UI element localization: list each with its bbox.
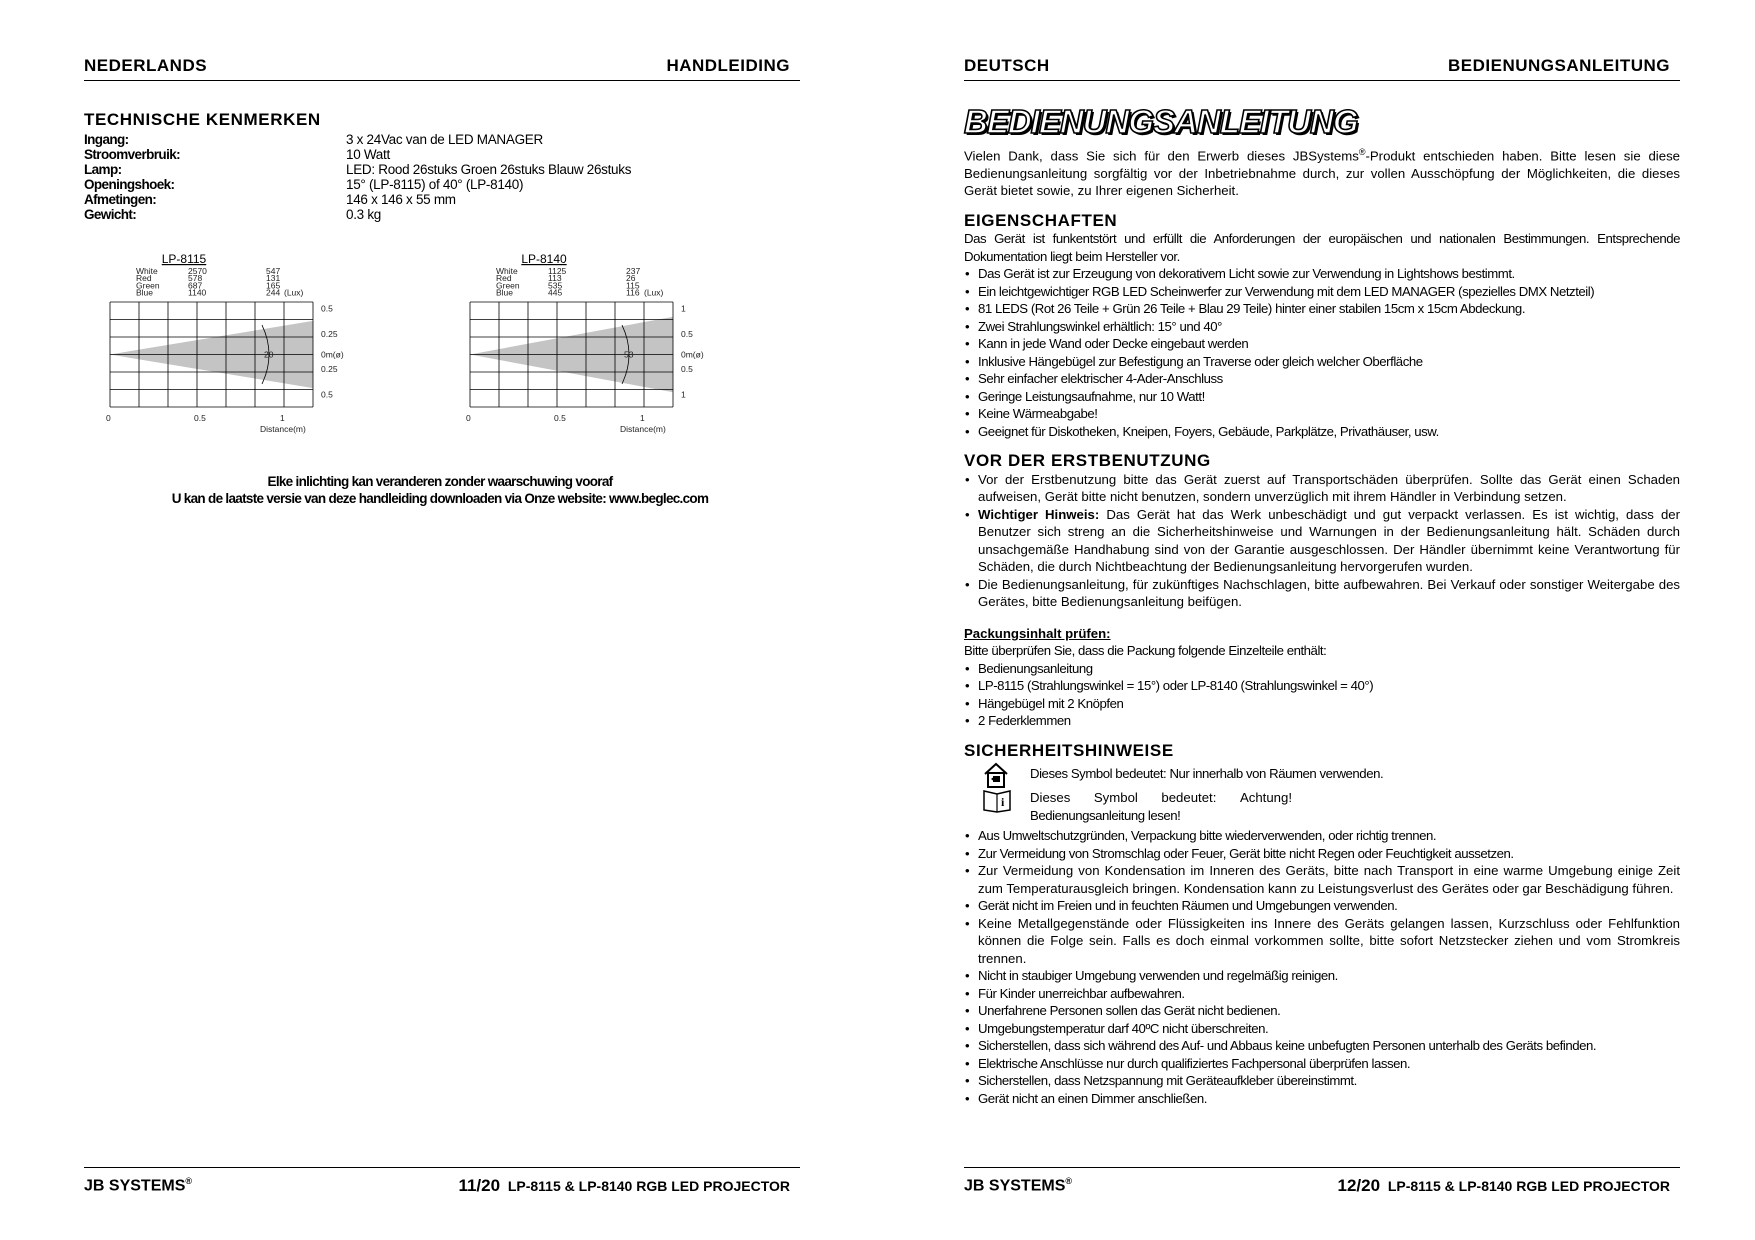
page-number: 11/20 bbox=[458, 1176, 501, 1195]
header-language: DEUTSCH bbox=[964, 56, 1050, 75]
symbol-row-indoor bbox=[964, 765, 1680, 789]
product-name: LP-8115 & LP-8140 RGB LED PROJECTOR bbox=[1387, 1178, 1670, 1194]
word: Dieses bbox=[1030, 790, 1071, 806]
list-item: • Zwei Strahlungswinkel erhältlich: 15° und 40° bbox=[964, 318, 1680, 336]
symbol-manual-line1 bbox=[1030, 789, 1292, 807]
chart-title: LP-8115 bbox=[161, 252, 207, 266]
indoor-use-icon bbox=[982, 761, 1010, 789]
beam-angle-label: 20 bbox=[264, 349, 274, 360]
page-number: 12/20 bbox=[1337, 1176, 1381, 1195]
lux-value-near: 687 bbox=[188, 280, 203, 291]
list-item: • Keine Metallgegenstände oder Flüssigkeiten ins Innere des Geräts gelangen lassen, Kurzschluss oder Fehlfunktion können die Folge sein. Falls es doch einmal vorkommen sollte, bitte sofort Netzstecker ziehen und vom Stromkreis trennen. bbox=[964, 915, 1680, 968]
list-item: • Keine Wärmeabgabe! bbox=[964, 405, 1680, 423]
beam-chart-lp8140 bbox=[444, 250, 704, 450]
list-item: • Sicherstellen, dass Netzspannung mit Geräteaufkleber übereinstimmt. bbox=[964, 1072, 1680, 1090]
spec-row bbox=[84, 192, 631, 207]
section-heading: SICHERHEITSHINWEISE bbox=[964, 740, 1174, 760]
section-heading: EIGENSCHAFTEN bbox=[964, 210, 1118, 230]
list-item: • Für Kinder unerreichbar aufbewahren. bbox=[964, 985, 1680, 1003]
lux-value-far: 26 bbox=[626, 273, 636, 284]
x-tick-label: 0.5 bbox=[194, 413, 206, 423]
lux-row-label: Green bbox=[136, 280, 160, 291]
lux-value-far: 547 bbox=[266, 266, 281, 276]
spec-value: 3 x 24Vac van de LED MANAGER bbox=[346, 132, 543, 147]
header-title: BEDIENUNGSANLEITUNG bbox=[1447, 56, 1670, 75]
right-header bbox=[964, 54, 1680, 81]
technical-specs bbox=[84, 110, 784, 222]
list-item bbox=[964, 506, 1680, 576]
lux-row-label: White bbox=[136, 266, 158, 276]
lux-row-label: Red bbox=[496, 273, 512, 284]
list-item: • Bedienungsanleitung bbox=[964, 660, 1680, 678]
spec-label: Lamp: bbox=[84, 162, 122, 177]
x-axis-label: Distance(m) bbox=[260, 424, 306, 434]
lux-value-near: 445 bbox=[548, 287, 563, 298]
erstbenutzung-list bbox=[964, 471, 1680, 611]
footer-product bbox=[458, 1176, 790, 1196]
lux-value-near: 578 bbox=[188, 273, 203, 284]
spec-value: LED: Rood 26stuks Groen 26stuks Blauw 26stuks bbox=[346, 162, 632, 177]
x-tick-label: 0.5 bbox=[554, 413, 566, 423]
read-manual-icon bbox=[982, 787, 1012, 813]
list-item: • Geeignet für Diskotheken, Kneipen, Foyers, Gebäude, Parkplätze, Privathäuser, usw. bbox=[964, 423, 1680, 441]
x-axis-label: Distance(m) bbox=[620, 424, 666, 434]
footer-brand bbox=[964, 1176, 1072, 1195]
list-item: • Nicht in staubiger Umgebung verwenden und regelmäßig reinigen. bbox=[964, 967, 1680, 985]
packung-heading: Packungsinhalt prüfen: bbox=[964, 625, 1111, 641]
spec-row bbox=[84, 162, 631, 177]
beam-chart-svg bbox=[84, 250, 344, 450]
eigenschaften-list bbox=[964, 265, 1680, 440]
intro-paragraph bbox=[964, 144, 1680, 200]
lux-value-far: 116 bbox=[626, 287, 640, 298]
list-item: • Zur Vermeidung von Stromschlag oder Feuer, Gerät bitte nicht Regen oder Feuchtigkeit aussetzen. bbox=[964, 845, 1680, 863]
word: Symbol bbox=[1093, 790, 1138, 806]
specs-table bbox=[84, 132, 631, 222]
packung-intro: Bitte überprüfen Sie, dass die Packung folgende Einzelteile enthält: bbox=[964, 643, 1327, 659]
intro-text: -Produkt entschieden haben. Bitte lesen sie diese Bedienungsanleitung sorgfältig vor der Inbetriebnahme durch, zur vollen Ausschöpfung der Möglichkeiten, die dieses Gerät bietet sowie, zu Ihrer eigenen Sicherheit. bbox=[964, 148, 1680, 199]
list-item: • LP-8115 (Strahlungswinkel = 15°) oder LP-8140 (Strahlungswinkel = 40°) bbox=[964, 677, 1680, 695]
left-footer bbox=[84, 1167, 800, 1198]
lux-value-near: 2570 bbox=[188, 266, 207, 276]
brand-text: JB SYSTEMS bbox=[964, 1177, 1066, 1195]
list-item: • Umgebungstemperatur darf 40ºC nicht überschreiten. bbox=[964, 1020, 1680, 1038]
lux-value-near: 113 bbox=[548, 273, 562, 284]
list-item: • Vor der Erstbenutzung bitte das Gerät zuerst auf Transportschäden überprüfen. Sollte das Gerät einen Schaden aufweisen, Gerät bitte nicht benutzen, sondern unverzüglich mit ihrem Händler in Verbindung setzen. bbox=[964, 471, 1680, 506]
spec-row bbox=[84, 132, 631, 147]
lux-value-near: 1140 bbox=[188, 287, 207, 298]
lux-row-label: Red bbox=[136, 273, 152, 284]
word: bedeutet: bbox=[1161, 790, 1217, 806]
spec-row bbox=[84, 177, 631, 192]
brand-text: JB SYSTEMS bbox=[84, 1177, 186, 1195]
left-header bbox=[84, 54, 800, 81]
lux-value-far: 237 bbox=[626, 266, 641, 276]
svg-text:i: i bbox=[1001, 795, 1005, 810]
note-line: Elke inlichting kan veranderen zonder waarschuwing vooraf bbox=[267, 474, 613, 489]
list-item: • 81 LEDS (Rot 26 Teile + Grün 26 Teile + Blau 29 Teile) hinter einer stabilen 15cm x 15cm Abdeckung. bbox=[964, 300, 1680, 318]
right-page bbox=[964, 0, 1680, 1240]
lux-row-label: Blue bbox=[496, 287, 514, 298]
spec-label: Stroomverbruik: bbox=[84, 147, 181, 162]
list-item: • Aus Umweltschutzgründen, Verpackung bitte wiederverwenden, oder richtig trennen. bbox=[964, 827, 1680, 845]
note-line: U kan de laatste versie van deze handleiding downloaden via Onze website: www.beglec.com bbox=[171, 491, 709, 506]
y-tick-label: 0m(ø) bbox=[681, 349, 704, 360]
list-item: • Die Bedienungsanleitung, für zukünftiges Nachschlagen, bitte aufbewahren. Bei Verkauf oder sonstiger Weitergabe des Gerätes, bitte Bedienungsanleitung beifügen. bbox=[964, 576, 1680, 611]
word: Achtung! bbox=[1239, 790, 1292, 806]
spec-label: Gewicht: bbox=[84, 207, 137, 222]
spec-value: 0.3 kg bbox=[346, 207, 381, 222]
important-text: Das Gerät hat das Werk unbeschädigt und gut verpackt verlassen. Es ist wichtig, dass der Benutzer sich streng an die Sicherheitshinweise und Warnungen in der Bedienungsanleitung hält. Schäden durch unsachgemäße Handhabung sind von der Garantie ausgeschlossen. Der Händler übernimmt keine Verantwortung für Schäden, die durch Nichtbeachtung der Bedienungsanleitung hervorgerufen wurden. bbox=[978, 506, 1681, 575]
section-heading: VOR DER ERSTBENUTZUNG bbox=[964, 451, 1211, 471]
y-tick-label: 0.25 bbox=[321, 329, 338, 339]
spec-label: Afmetingen: bbox=[84, 192, 157, 207]
x-tick-label: 1 bbox=[280, 413, 285, 423]
symbol-manual-line2: Bedienungsanleitung lesen! bbox=[1030, 807, 1181, 823]
beam-chart-lp8115 bbox=[84, 250, 344, 450]
beam-angle-label: 53 bbox=[624, 349, 634, 360]
lux-unit: (Lux) bbox=[644, 287, 664, 298]
lux-row-label: Green bbox=[496, 280, 520, 291]
list-item: • Das Gerät ist zur Erzeugung von dekorativem Licht sowie zur Verwendung in Lightshows bestimmt. bbox=[964, 265, 1680, 283]
y-tick-label: 1 bbox=[681, 303, 686, 314]
spec-value: 146 x 146 x 55 mm bbox=[346, 192, 456, 207]
footer-product bbox=[1338, 1176, 1671, 1196]
lux-value-near: 535 bbox=[548, 280, 563, 291]
spec-row bbox=[84, 147, 631, 162]
header-language: NEDERLANDS bbox=[84, 56, 208, 75]
chart-title: LP-8140 bbox=[521, 252, 567, 266]
spec-value: 15° (LP-8115) of 40° (LP-8140) bbox=[346, 177, 524, 192]
product-name: LP-8115 & LP-8140 RGB LED PROJECTOR bbox=[507, 1178, 790, 1194]
list-item: • Kann in jede Wand oder Decke eingebaut werden bbox=[964, 335, 1680, 353]
list-item: • Gerät nicht im Freien und in feuchten Räumen und Umgebungen verwenden. bbox=[964, 897, 1680, 915]
spec-label: Openingshoek: bbox=[84, 177, 175, 192]
y-tick-label: 0.25 bbox=[321, 364, 338, 374]
lux-value-far: 131 bbox=[266, 273, 281, 284]
right-footer bbox=[964, 1167, 1680, 1198]
notes bbox=[84, 473, 796, 507]
y-tick-label: 1 bbox=[681, 389, 686, 400]
right-content bbox=[964, 104, 1680, 1107]
list-item: • Elektrische Anschlüsse nur durch qualifiziertes Fachpersonal überprüfen lassen. bbox=[964, 1055, 1680, 1073]
lux-value-near: 1125 bbox=[548, 266, 567, 276]
packung-list bbox=[964, 660, 1680, 730]
y-tick-label: 0.5 bbox=[321, 303, 333, 314]
list-item: • Hängebügel mit 2 Knöpfen bbox=[964, 695, 1680, 713]
header-title: HANDLEIDING bbox=[666, 56, 790, 75]
specs-heading: TECHNISCHE KENMERKEN bbox=[84, 110, 321, 129]
list-item: • Sehr einfacher elektrischer 4-Ader-Anschluss bbox=[964, 370, 1680, 388]
y-tick-label: 0m(ø) bbox=[321, 349, 344, 360]
x-tick-label: 0 bbox=[466, 413, 471, 423]
list-item: • Inklusive Hängebügel zur Befestigung an Traverse oder gleich welcher Oberfläche bbox=[964, 353, 1680, 371]
left-page bbox=[84, 0, 800, 1240]
beam-chart-svg bbox=[444, 250, 704, 450]
y-tick-label: 0.5 bbox=[681, 364, 693, 374]
spec-value: 10 Watt bbox=[346, 147, 390, 162]
lux-unit: (Lux) bbox=[284, 287, 304, 298]
important-label: Wichtiger Hinweis: bbox=[978, 506, 1100, 522]
list-item: • Unerfahrene Personen sollen das Gerät nicht bedienen. bbox=[964, 1002, 1680, 1020]
page-title: BEDIENUNGSANLEITUNG bbox=[964, 103, 1358, 140]
spec-label: Ingang: bbox=[84, 132, 129, 147]
lux-value-far: 165 bbox=[266, 280, 281, 291]
lux-value-far: 244 bbox=[266, 287, 281, 298]
list-item: • Zur Vermeidung von Kondensation im Inneren des Geräts, bitte nach Transport in eine warme Umgebung einige Zeit zum Temperaturausgleich bringen. Kondensation kann zu Leistungsverlust des Gerätes oder gar Beschädigung führen. bbox=[964, 862, 1680, 897]
sicherheit-list bbox=[964, 827, 1680, 1107]
lux-row-label: White bbox=[496, 266, 518, 276]
lux-row-label: Blue bbox=[136, 287, 154, 298]
brand-mark: ® bbox=[185, 1176, 192, 1186]
brand-mark: ® bbox=[1065, 1176, 1072, 1186]
y-tick-label: 0.5 bbox=[681, 329, 693, 339]
symbol-row-manual bbox=[964, 789, 1680, 829]
symbol-indoor-text: Dieses Symbol bedeutet: Nur innerhalb von Räumen verwenden. bbox=[1030, 766, 1384, 782]
eigenschaften-intro: Das Gerät ist funkentstört und erfüllt die Anforderungen der europäischen und nationalen Bestimmungen. Entsprechende Dokumentation liegt beim Hersteller vor. bbox=[964, 231, 1680, 264]
list-item: • Sicherstellen, dass sich während des Auf- und Abbaus keine unbefugten Personen unterhalb des Geräts befinden. bbox=[964, 1037, 1680, 1055]
spec-row bbox=[84, 207, 631, 222]
intro-mark: ® bbox=[1358, 147, 1366, 157]
list-item: • Geringe Leistungsaufnahme, nur 10 Watt! bbox=[964, 388, 1680, 406]
list-item: • 2 Federklemmen bbox=[964, 712, 1680, 730]
x-tick-label: 1 bbox=[640, 413, 645, 423]
x-tick-label: 0 bbox=[106, 413, 111, 423]
footer-brand bbox=[84, 1176, 192, 1195]
list-item: • Gerät nicht an einen Dimmer anschließen. bbox=[964, 1090, 1680, 1108]
intro-text: Vielen Dank, dass Sie sich für den Erwerb dieses JBSystems bbox=[964, 148, 1359, 164]
lux-value-far: 115 bbox=[626, 280, 640, 291]
list-item: • Ein leichtgewichtiger RGB LED Scheinwerfer zur Verwendung mit dem LED MANAGER (spezielles DMX Netzteil) bbox=[964, 283, 1680, 301]
y-tick-label: 0.5 bbox=[321, 389, 333, 400]
